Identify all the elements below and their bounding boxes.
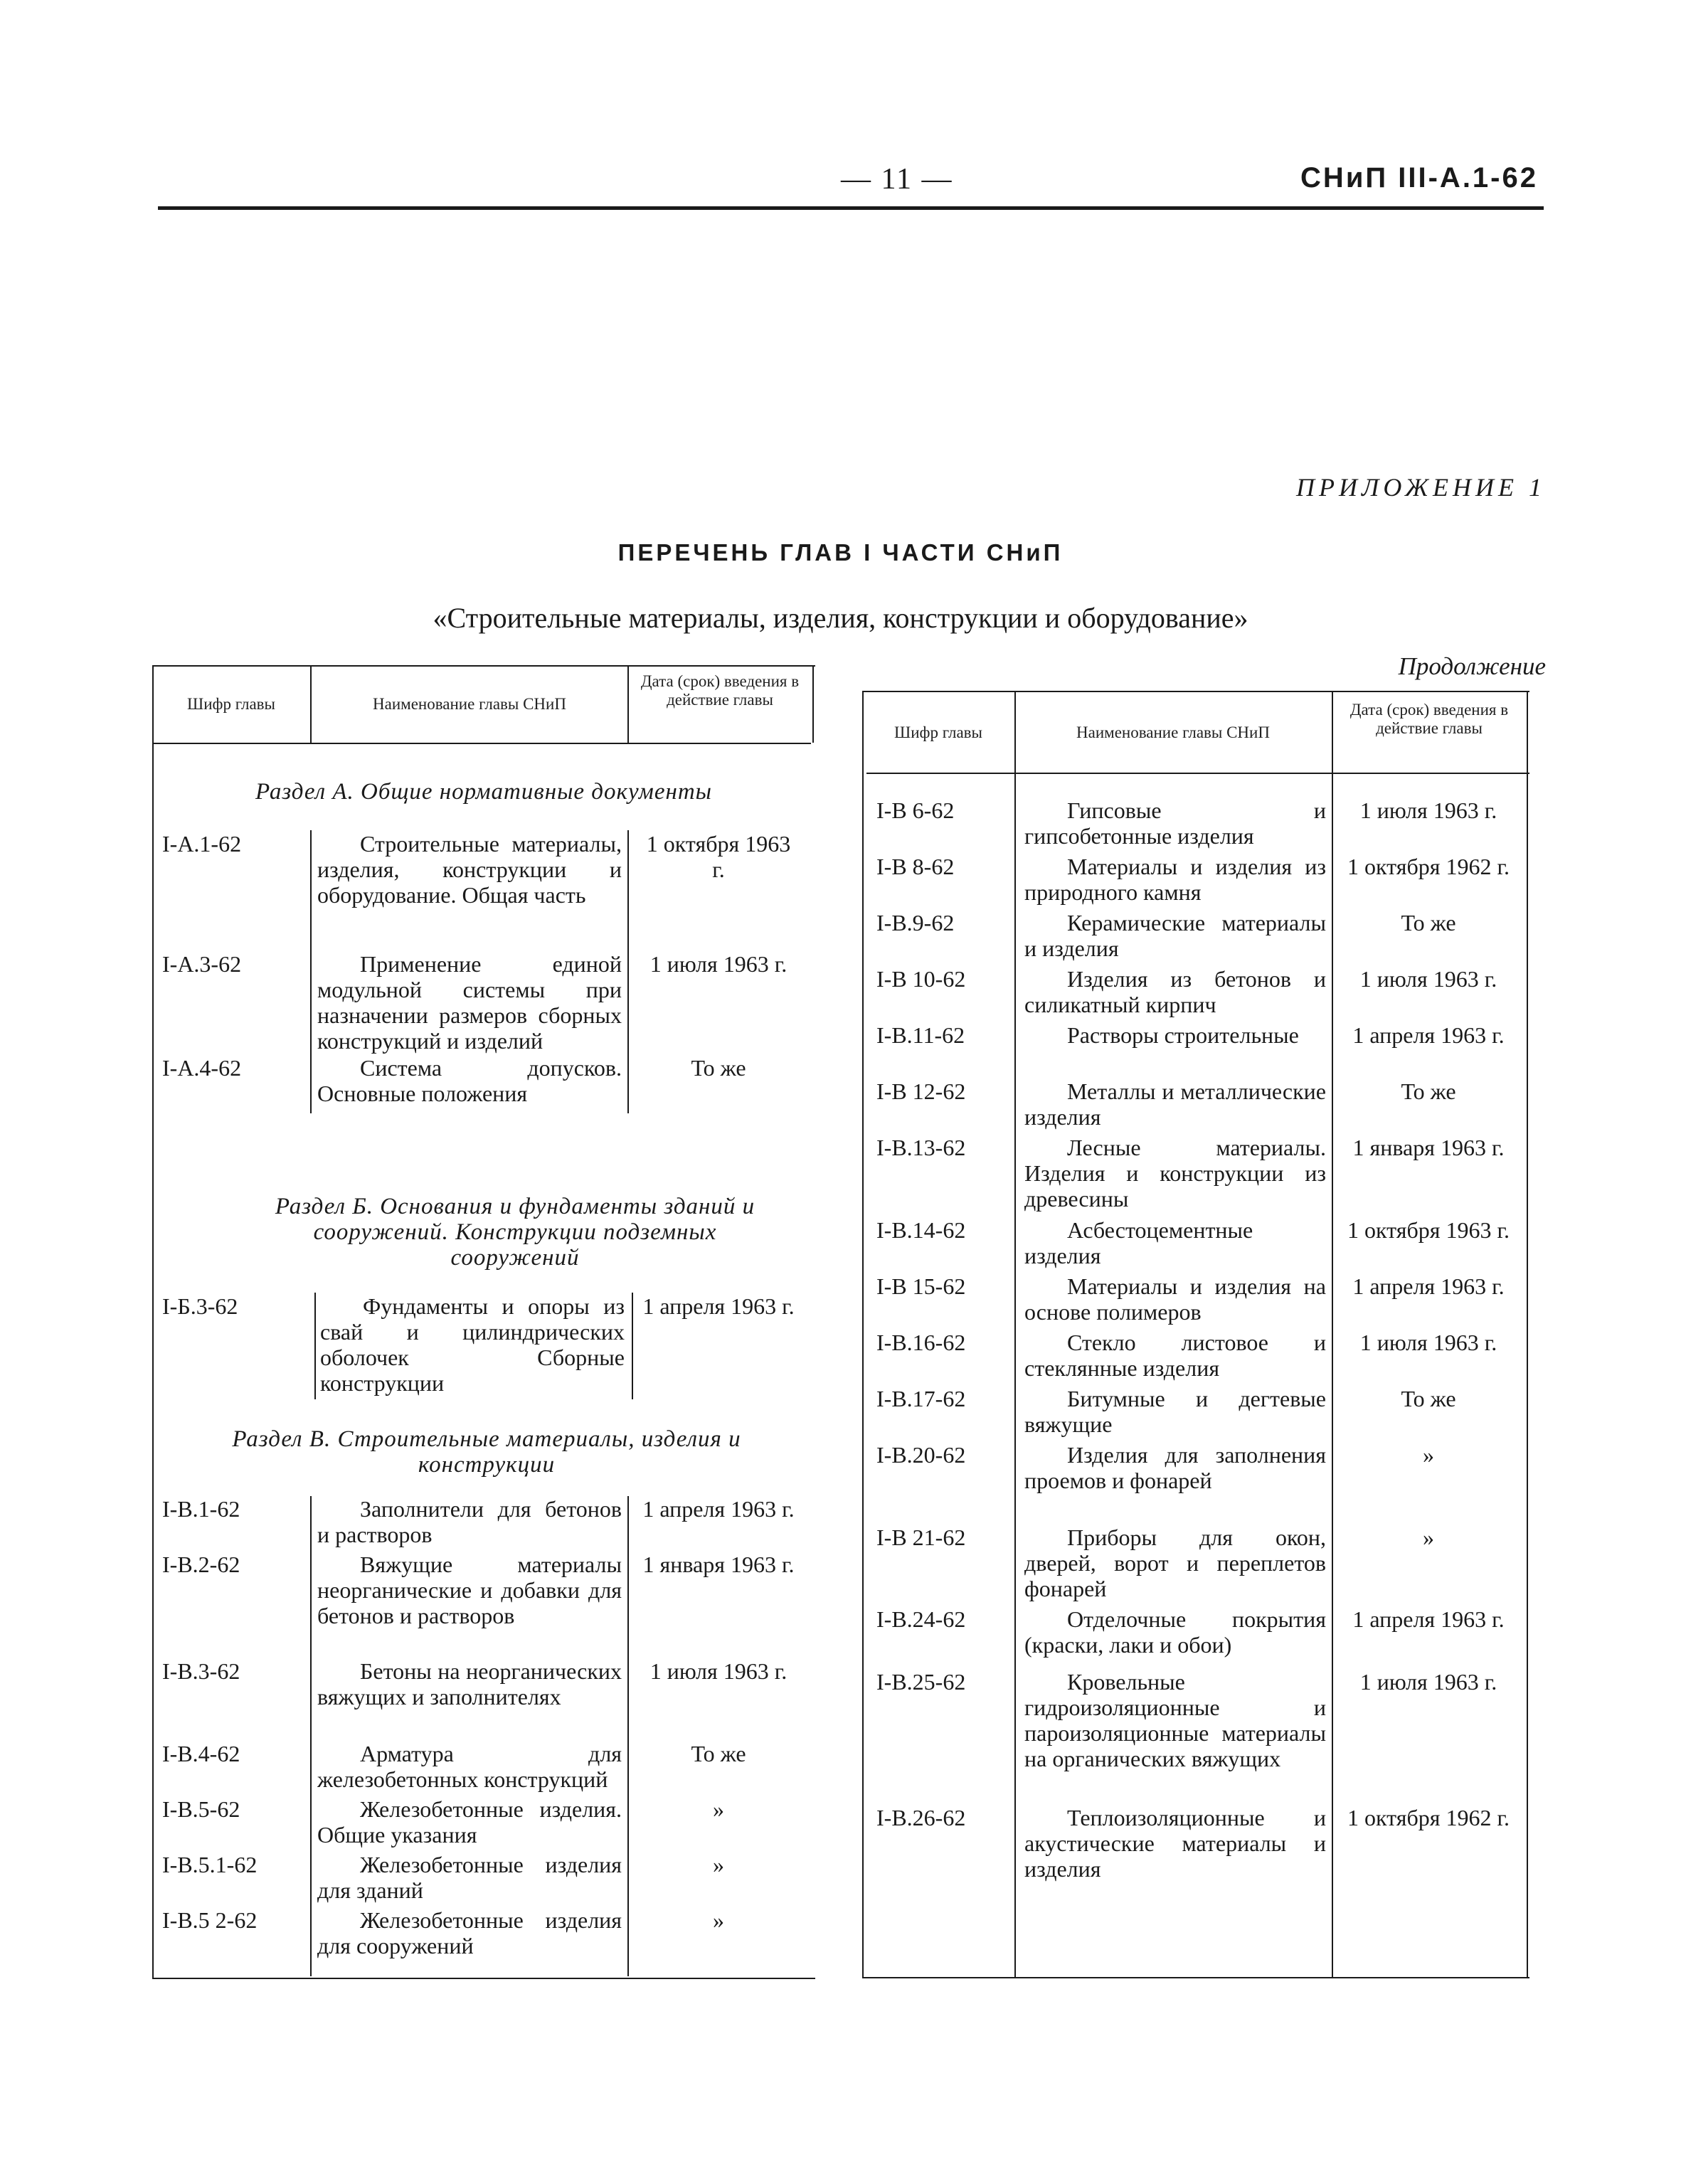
row-code: I-В.5-62 [162, 1796, 240, 1822]
row-name: Строительные материалы, изделия, конструкции и оборудование. Общая часть [317, 831, 622, 908]
row-code: I-В.25-62 [876, 1669, 966, 1695]
table-top-rule [152, 665, 815, 667]
row-date: 1 апреля 1963 г. [642, 1293, 795, 1319]
row-date: 1 июля 1963 г. [1359, 1330, 1497, 1355]
row-date: 1 июля 1963 г. [1359, 966, 1497, 992]
row-name: Металлы и металлические изделия [1024, 1078, 1326, 1130]
column-header-code: Шифр главы [894, 723, 982, 741]
table-top-rule [862, 691, 1529, 692]
row-name: Железобетонные изделия для сооружений [317, 1907, 622, 1958]
page-title: ПЕРЕЧЕНЬ ГЛАВ I ЧАСТИ СНиП [617, 539, 1064, 566]
row-date: 1 июля 1963 г. [1359, 1669, 1497, 1695]
row-date: » [1423, 1442, 1434, 1468]
row-name: Растворы строительные [1067, 1022, 1299, 1048]
page-header [158, 162, 1544, 205]
row-date: 1 апреля 1963 г. [1352, 1273, 1505, 1299]
row-date: » [713, 1852, 724, 1877]
row-name: Теплоизоляционные и акустические материалы и изделия [1024, 1805, 1326, 1882]
header-divider [812, 665, 814, 743]
column-divider [310, 1496, 312, 1976]
row-name: Система допусков. Основные положения [317, 1055, 622, 1106]
row-code: I-А.1-62 [162, 831, 242, 857]
left-table [152, 665, 815, 1979]
table-header-rule [152, 743, 811, 744]
row-name: Железобетонные изделия для зданий [317, 1852, 622, 1903]
row-name: Материалы и изделия на основе полимеров [1024, 1273, 1326, 1325]
row-name: Изделия из бетонов и силикатный кирпич [1024, 966, 1326, 1017]
header-rule [158, 206, 1544, 210]
row-date: » [713, 1796, 724, 1822]
row-date: 1 января 1963 г. [642, 1552, 795, 1577]
row-date: 1 октября 1963 г. [1347, 1217, 1510, 1243]
row-code: I-В.9-62 [876, 910, 955, 935]
row-date: 1 октября 1962 г. [1347, 1805, 1510, 1830]
row-name: Гипсовые и гипсобетонные изделия [1024, 797, 1326, 849]
row-name: Лесные материалы. Изделия и конструкции из древесины [1024, 1135, 1326, 1212]
row-code: I-В.17-62 [876, 1386, 966, 1411]
row-code: I-В 12-62 [876, 1078, 966, 1104]
row-date: 1 июля 1963 г. [649, 951, 788, 977]
row-date: 1 июля 1963 г. [649, 1658, 788, 1684]
row-name: Железобетонные изделия. Общие указания [317, 1796, 622, 1848]
row-date: » [713, 1907, 724, 1933]
row-date: То же [1401, 1386, 1456, 1411]
row-name: Вяжущие материалы неорганические и добавки для бетонов и растворов [317, 1552, 622, 1628]
row-code: I-В.4-62 [162, 1741, 240, 1766]
table-bottom-rule [152, 1978, 815, 1979]
table-left-border [152, 665, 154, 1979]
row-code: I-В.16-62 [876, 1330, 966, 1355]
continuation-label: Продолжение [1398, 652, 1546, 680]
row-code: I-В.24-62 [876, 1606, 966, 1632]
row-code: I-В.26-62 [876, 1805, 966, 1830]
row-date: 1 июля 1963 г. [1359, 797, 1497, 823]
table-right-border [1527, 691, 1528, 1978]
row-name: Арматура для железобетонных конструкций [317, 1741, 622, 1792]
row-name: Фундаменты и опоры из свай и цилиндрических оболочек Сборные конструкции [320, 1293, 625, 1396]
row-name: Применение единой модульной системы при назначении размеров сборных конструкций и изделий [317, 951, 622, 1054]
column-header-name: Наименование главы СНиП [1076, 723, 1270, 741]
row-code: I-В.5.1-62 [162, 1852, 258, 1877]
row-date: То же [691, 1055, 746, 1081]
table-header-rule [866, 773, 1529, 774]
row-name: Заполнители для бетонов и растворов [317, 1496, 622, 1547]
row-code: I-В.3-62 [162, 1658, 240, 1684]
row-name: Битумные и дегтевые вяжущие [1024, 1386, 1326, 1437]
header-divider [627, 665, 629, 743]
column-divider [1332, 691, 1333, 1978]
table-bottom-rule [862, 1977, 1529, 1978]
row-date: То же [691, 1741, 746, 1766]
row-code: I-В 8-62 [876, 854, 955, 879]
row-code: I-В.20-62 [876, 1442, 966, 1468]
row-date: 1 апреля 1963 г. [1352, 1022, 1505, 1048]
table-left-border [862, 691, 864, 1978]
column-divider [1014, 691, 1016, 1978]
page-number: — 11 — [841, 163, 953, 196]
row-code: I-В 15-62 [876, 1273, 966, 1299]
section-heading-a: Раздел А. Общие нормативные документы [255, 779, 713, 805]
row-name: Асбестоцементные изделия [1024, 1217, 1253, 1268]
row-date: 1 октября 1962 г. [1347, 854, 1510, 879]
right-table [862, 691, 1529, 1979]
row-date: То же [1401, 1078, 1456, 1104]
section-heading-b: Раздел Б. Основания и фундаменты зданий и сооружений. Конструкции подземных сооружений [275, 1194, 755, 1271]
column-divider [627, 830, 629, 1113]
appendix-label: ПРИЛОЖЕНИЕ 1 [1296, 473, 1546, 502]
row-date: 1 апреля 1963 г. [1352, 1606, 1505, 1632]
column-header-date: Дата (срок) введения в действие главы [640, 672, 800, 709]
row-code: I-В.2-62 [162, 1552, 240, 1577]
row-code: I-В.1-62 [162, 1496, 240, 1522]
row-code: I-В 10-62 [876, 966, 966, 992]
row-code: I-В 6-62 [876, 797, 955, 823]
column-divider [627, 1496, 629, 1976]
row-code: I-В.5 2-62 [162, 1907, 258, 1933]
column-header-date: Дата (срок) введения в действие главы [1349, 701, 1509, 737]
row-code: I-А.4-62 [162, 1055, 242, 1081]
document-code: СНиП III-А.1-62 [1300, 162, 1538, 194]
row-code: I-В 21-62 [876, 1525, 966, 1550]
row-code: I-Б.3-62 [162, 1293, 238, 1319]
row-date: 1 апреля 1963 г. [642, 1496, 795, 1522]
row-code: I-В.14-62 [876, 1217, 966, 1243]
column-divider [314, 1293, 316, 1399]
row-name: Отделочные покрытия (краски, лаки и обои) [1024, 1606, 1326, 1658]
row-name: Стекло листовое и стеклянные изделия [1024, 1330, 1326, 1381]
row-date: 1 октября 1963 г. [646, 831, 791, 882]
header-divider [310, 665, 312, 743]
row-name: Керамические материалы и изделия [1024, 910, 1326, 961]
row-code: I-В.11-62 [876, 1022, 965, 1048]
row-name: Изделия для заполнения проемов и фонарей [1024, 1442, 1326, 1493]
row-name: Кровельные гидроизоляционные и пароизоляционные материалы на органических вяжущих [1024, 1669, 1326, 1771]
row-name: Бетоны на неорганических вяжущих и заполнителях [317, 1658, 622, 1709]
row-code: I-А.3-62 [162, 951, 242, 977]
column-header-code: Шифр главы [187, 695, 275, 713]
column-divider [632, 1293, 633, 1399]
page-subtitle: «Строительные материалы, изделия, конструкции и оборудование» [433, 602, 1248, 634]
row-date: 1 января 1963 г. [1352, 1135, 1505, 1160]
row-name: Приборы для окон, дверей, ворот и переплетов фонарей [1024, 1525, 1326, 1601]
column-divider [310, 830, 312, 1113]
row-name: Материалы и изделия из природного камня [1024, 854, 1326, 905]
row-date: » [1423, 1525, 1434, 1550]
row-date: То же [1401, 910, 1456, 935]
section-heading-v: Раздел В. Строительные материалы, изделия и конструкции [232, 1426, 741, 1478]
column-header-name: Наименование главы СНиП [373, 695, 566, 713]
row-code: I-В.13-62 [876, 1135, 966, 1160]
